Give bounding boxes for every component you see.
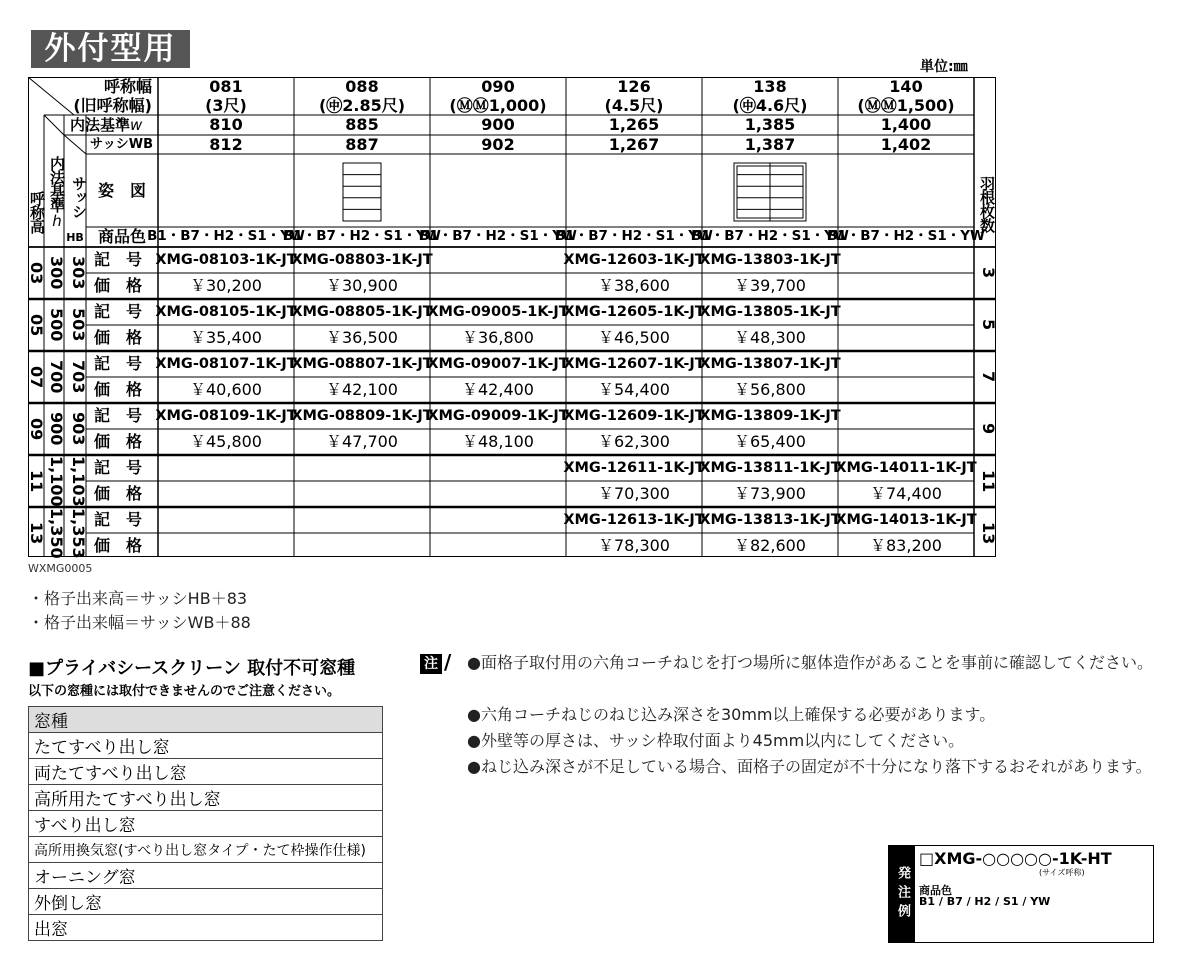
product-price: ￥45,800 [190, 432, 262, 451]
product-code: XMG-14011-1K-JT [835, 459, 977, 476]
product-price: ￥82,600 [734, 536, 806, 555]
label-code: 記 号 [94, 354, 143, 373]
col-color: B1・B7・H2・S1・YW [419, 228, 577, 245]
product-price: ￥42,400 [462, 380, 534, 399]
product-code [430, 455, 566, 481]
col-inner: 1,400 [880, 115, 932, 134]
product-code: XMG-12605-1K-JT [563, 303, 705, 320]
product-price: ￥62,300 [598, 432, 670, 451]
product-price [294, 481, 430, 507]
row-hb: 903 [69, 412, 88, 446]
window-type-header: 窓種 [29, 707, 383, 733]
col-inner: 885 [345, 115, 379, 134]
product-price [838, 429, 974, 455]
col-sash: 1,267 [608, 134, 660, 154]
row-fins: 9 [979, 423, 998, 435]
col-color: B1・B7・H2・S1・YW [147, 228, 305, 245]
page-title: 外付型用 [31, 30, 190, 68]
label-height: 呼称高 [28, 191, 46, 233]
col-old-width: (㊥4.6尺) [732, 95, 808, 115]
privacy-title: ■プライバシースクリーン 取付不可窓種 [28, 658, 356, 679]
label-price: 価 格 [94, 380, 143, 399]
col-sash: 887 [345, 134, 379, 154]
label-price: 価 格 [94, 432, 143, 451]
window-type-item: オーニング窓 [29, 863, 383, 889]
window-type-item: 高所用たてすべり出し窓 [29, 785, 383, 811]
row-inner: 900 [47, 412, 66, 446]
product-price: ￥40,600 [190, 380, 262, 399]
col-width: 090 [481, 76, 515, 96]
caution-icon: 注 [420, 654, 442, 674]
product-price [158, 481, 294, 507]
product-price: ￥46,500 [598, 328, 670, 347]
order-example-label: 発注例 [889, 846, 915, 942]
product-price [430, 273, 566, 299]
product-code [158, 507, 294, 533]
product-price: ￥83,200 [870, 536, 942, 555]
product-code: XMG-09005-1K-JT [427, 303, 569, 320]
col-old-width: (㊥2.85尺) [318, 95, 406, 115]
product-price [838, 377, 974, 403]
row-inner: 700 [47, 360, 66, 394]
col-color: B1・B7・H2・S1・YW [555, 228, 713, 245]
product-code: XMG-12611-1K-JT [563, 459, 705, 476]
product-code: XMG-09007-1K-JT [427, 355, 569, 372]
product-price [430, 533, 566, 559]
window-type-item: たてすべり出し窓 [29, 733, 383, 759]
col-inner: 1,385 [744, 115, 796, 134]
product-price: ￥65,400 [734, 432, 806, 451]
row-height: 11 [27, 469, 46, 493]
row-inner: 1,350 [47, 507, 66, 559]
row-height: 13 [27, 521, 46, 545]
caution-slash: / [444, 650, 452, 674]
col-old-width: (3尺) [205, 95, 247, 115]
product-code: XMG-12613-1K-JT [563, 511, 705, 528]
product-price: ￥56,800 [734, 380, 806, 399]
col-color: B1・B7・H2・S1・YW [691, 228, 849, 245]
product-code: XMG-14013-1K-JT [835, 511, 977, 528]
product-price: ￥54,400 [598, 380, 670, 399]
col-old-width: (4.5尺) [604, 95, 664, 115]
col-color: B1・B7・H2・S1・YW [827, 228, 985, 245]
product-code: XMG-08105-1K-JT [155, 303, 297, 320]
product-price: ￥78,300 [598, 536, 670, 555]
row-hb: 1,103 [69, 455, 88, 507]
product-price [158, 533, 294, 559]
label-price: 価 格 [94, 484, 143, 503]
row-fins: 3 [979, 267, 998, 279]
window-type-item: 外倒し窓 [29, 889, 383, 915]
label-color: 商品色 [97, 227, 146, 246]
product-price [430, 481, 566, 507]
product-code [838, 299, 974, 325]
label-price: 価 格 [94, 276, 143, 295]
product-price: ￥36,800 [462, 328, 534, 347]
label-code: 記 号 [94, 458, 143, 477]
caution-line: ●六角コーチねじのねじ込み深さを30mm以上確保する必要があります。 [467, 705, 996, 724]
note-height: ・格子出来高＝サッシHB＋83 [28, 589, 248, 608]
product-code [430, 247, 566, 273]
row-height: 07 [27, 365, 46, 389]
label-fins: 羽根枚数 [978, 176, 996, 232]
product-code: XMG-12609-1K-JT [563, 407, 705, 424]
order-size-note: (サイズ呼称) [1039, 868, 1085, 877]
product-price: ￥70,300 [598, 484, 670, 503]
row-height: 03 [27, 261, 46, 285]
product-price: ￥30,200 [190, 276, 262, 295]
row-hb: 503 [69, 308, 88, 342]
product-price: ￥48,300 [734, 328, 806, 347]
product-code: XMG-12603-1K-JT [563, 251, 705, 268]
caution-line: ●外壁等の厚さは、サッシ枠取付面より45mm以内にしてください。 [467, 731, 965, 750]
note-width: ・格子出来幅＝サッシWB＋88 [28, 613, 251, 632]
label-hb: HB [66, 230, 84, 244]
label-inner-height-var: h [48, 211, 66, 229]
label-code: 記 号 [94, 250, 143, 269]
row-fins: 11 [979, 469, 998, 493]
col-sash: 902 [481, 134, 515, 154]
label-inner-width-var: w [130, 115, 143, 134]
product-code [294, 507, 430, 533]
col-color: B1・B7・H2・S1・YW [283, 228, 441, 245]
product-code: XMG-08803-1K-JT [291, 251, 433, 268]
caution-line: ●面格子取付用の六角コーチねじを打つ場所に躯体造作があることを事前に確認してください。 [467, 653, 1153, 672]
product-code: XMG-08107-1K-JT [155, 355, 297, 372]
col-sash: 1,387 [744, 134, 796, 154]
product-code [430, 507, 566, 533]
row-hb: 303 [69, 256, 88, 290]
label-figure: 姿 図 [97, 180, 146, 200]
col-inner: 900 [481, 115, 515, 134]
product-code: XMG-13807-1K-JT [699, 355, 841, 372]
label-price: 価 格 [94, 328, 143, 347]
col-width: 140 [889, 76, 923, 96]
col-width: 088 [345, 76, 379, 96]
product-price [838, 273, 974, 299]
product-code [838, 403, 974, 429]
product-code: XMG-13805-1K-JT [699, 303, 841, 320]
col-inner: 1,265 [608, 115, 660, 134]
label-code: 記 号 [94, 302, 143, 321]
window-type-item: すべり出し窓 [29, 811, 383, 837]
product-code: XMG-12607-1K-JT [563, 355, 705, 372]
product-code: XMG-13803-1K-JT [699, 251, 841, 268]
row-height: 05 [27, 313, 46, 337]
order-color-label: 商品色 [919, 884, 952, 897]
product-code: XMG-09009-1K-JT [427, 407, 569, 424]
privacy-subtitle: 以下の窓種には取付できませんのでご注意ください。 [28, 684, 341, 699]
col-width: 126 [617, 76, 651, 96]
product-price: ￥38,600 [598, 276, 670, 295]
product-code [158, 455, 294, 481]
product-code: XMG-08809-1K-JT [291, 407, 433, 424]
row-fins: 13 [979, 521, 998, 545]
product-price: ￥48,100 [462, 432, 534, 451]
col-old-width: (ⓂⓂ1,500) [857, 95, 955, 115]
row-inner: 1,100 [47, 455, 66, 507]
product-code [838, 247, 974, 273]
row-inner: 500 [47, 308, 66, 342]
product-price [838, 325, 974, 351]
window-type-item: 高所用換気窓(すべり出し窓タイプ・たて枠操作仕様) [29, 837, 383, 863]
product-price: ￥39,700 [734, 276, 806, 295]
col-inner: 810 [209, 115, 243, 134]
catalog-code: WXMG0005 [28, 562, 93, 575]
label-sash-wb: サッシWB [90, 137, 153, 152]
label-code: 記 号 [94, 510, 143, 529]
window-type-item: 両たてすべり出し窓 [29, 759, 383, 785]
product-code: XMG-13813-1K-JT [699, 511, 841, 528]
row-inner: 300 [47, 256, 66, 290]
col-old-width: (ⓂⓂ1,000) [449, 95, 547, 115]
product-price [294, 533, 430, 559]
label-code: 記 号 [94, 406, 143, 425]
product-code [838, 351, 974, 377]
order-colors: B1 / B7 / H2 / S1 / YW [919, 895, 1051, 908]
label-sash-vertical: サッシ [70, 176, 88, 218]
product-price: ￥74,400 [870, 484, 942, 503]
product-code [294, 455, 430, 481]
unit-label: 単位:㎜ [920, 59, 968, 75]
col-width: 138 [753, 76, 787, 96]
window-type-item: 出窓 [29, 915, 383, 941]
product-price: ￥35,400 [190, 328, 262, 347]
order-example-box [888, 845, 1154, 943]
col-width: 081 [209, 76, 243, 96]
row-hb: 703 [69, 360, 88, 394]
window-type-table [28, 706, 383, 941]
product-price: ￥42,100 [326, 380, 398, 399]
product-price: ￥47,700 [326, 432, 398, 451]
product-code: XMG-13811-1K-JT [699, 459, 841, 476]
col-sash: 812 [209, 134, 243, 154]
product-code: XMG-08807-1K-JT [291, 355, 433, 372]
product-price: ￥36,500 [326, 328, 398, 347]
row-fins: 5 [979, 319, 998, 331]
label-width: 呼称幅 [103, 77, 152, 96]
product-price: ￥73,900 [734, 484, 806, 503]
col-sash: 1,402 [880, 134, 932, 154]
product-code: XMG-08109-1K-JT [155, 407, 297, 424]
row-hb: 1,353 [69, 507, 88, 559]
order-code: □XMG-○○○○○-1K-HT [919, 849, 1112, 868]
row-fins: 7 [979, 371, 998, 383]
product-code: XMG-08805-1K-JT [291, 303, 433, 320]
spec-table [28, 77, 996, 557]
row-height: 09 [27, 417, 46, 441]
product-price: ￥30,900 [326, 276, 398, 295]
caution-line: ●ねじ込み深さが不足している場合、面格子の固定が不十分になり落下するおそれがあります。 [467, 757, 1152, 776]
label-old-width: (旧呼称幅) [73, 95, 152, 115]
label-price: 価 格 [94, 536, 143, 555]
product-code: XMG-13809-1K-JT [699, 407, 841, 424]
label-inner-height: 内法基準h [48, 155, 66, 229]
product-code: XMG-08103-1K-JT [155, 251, 297, 268]
label-inner-width: 内法基準 w [70, 115, 143, 134]
